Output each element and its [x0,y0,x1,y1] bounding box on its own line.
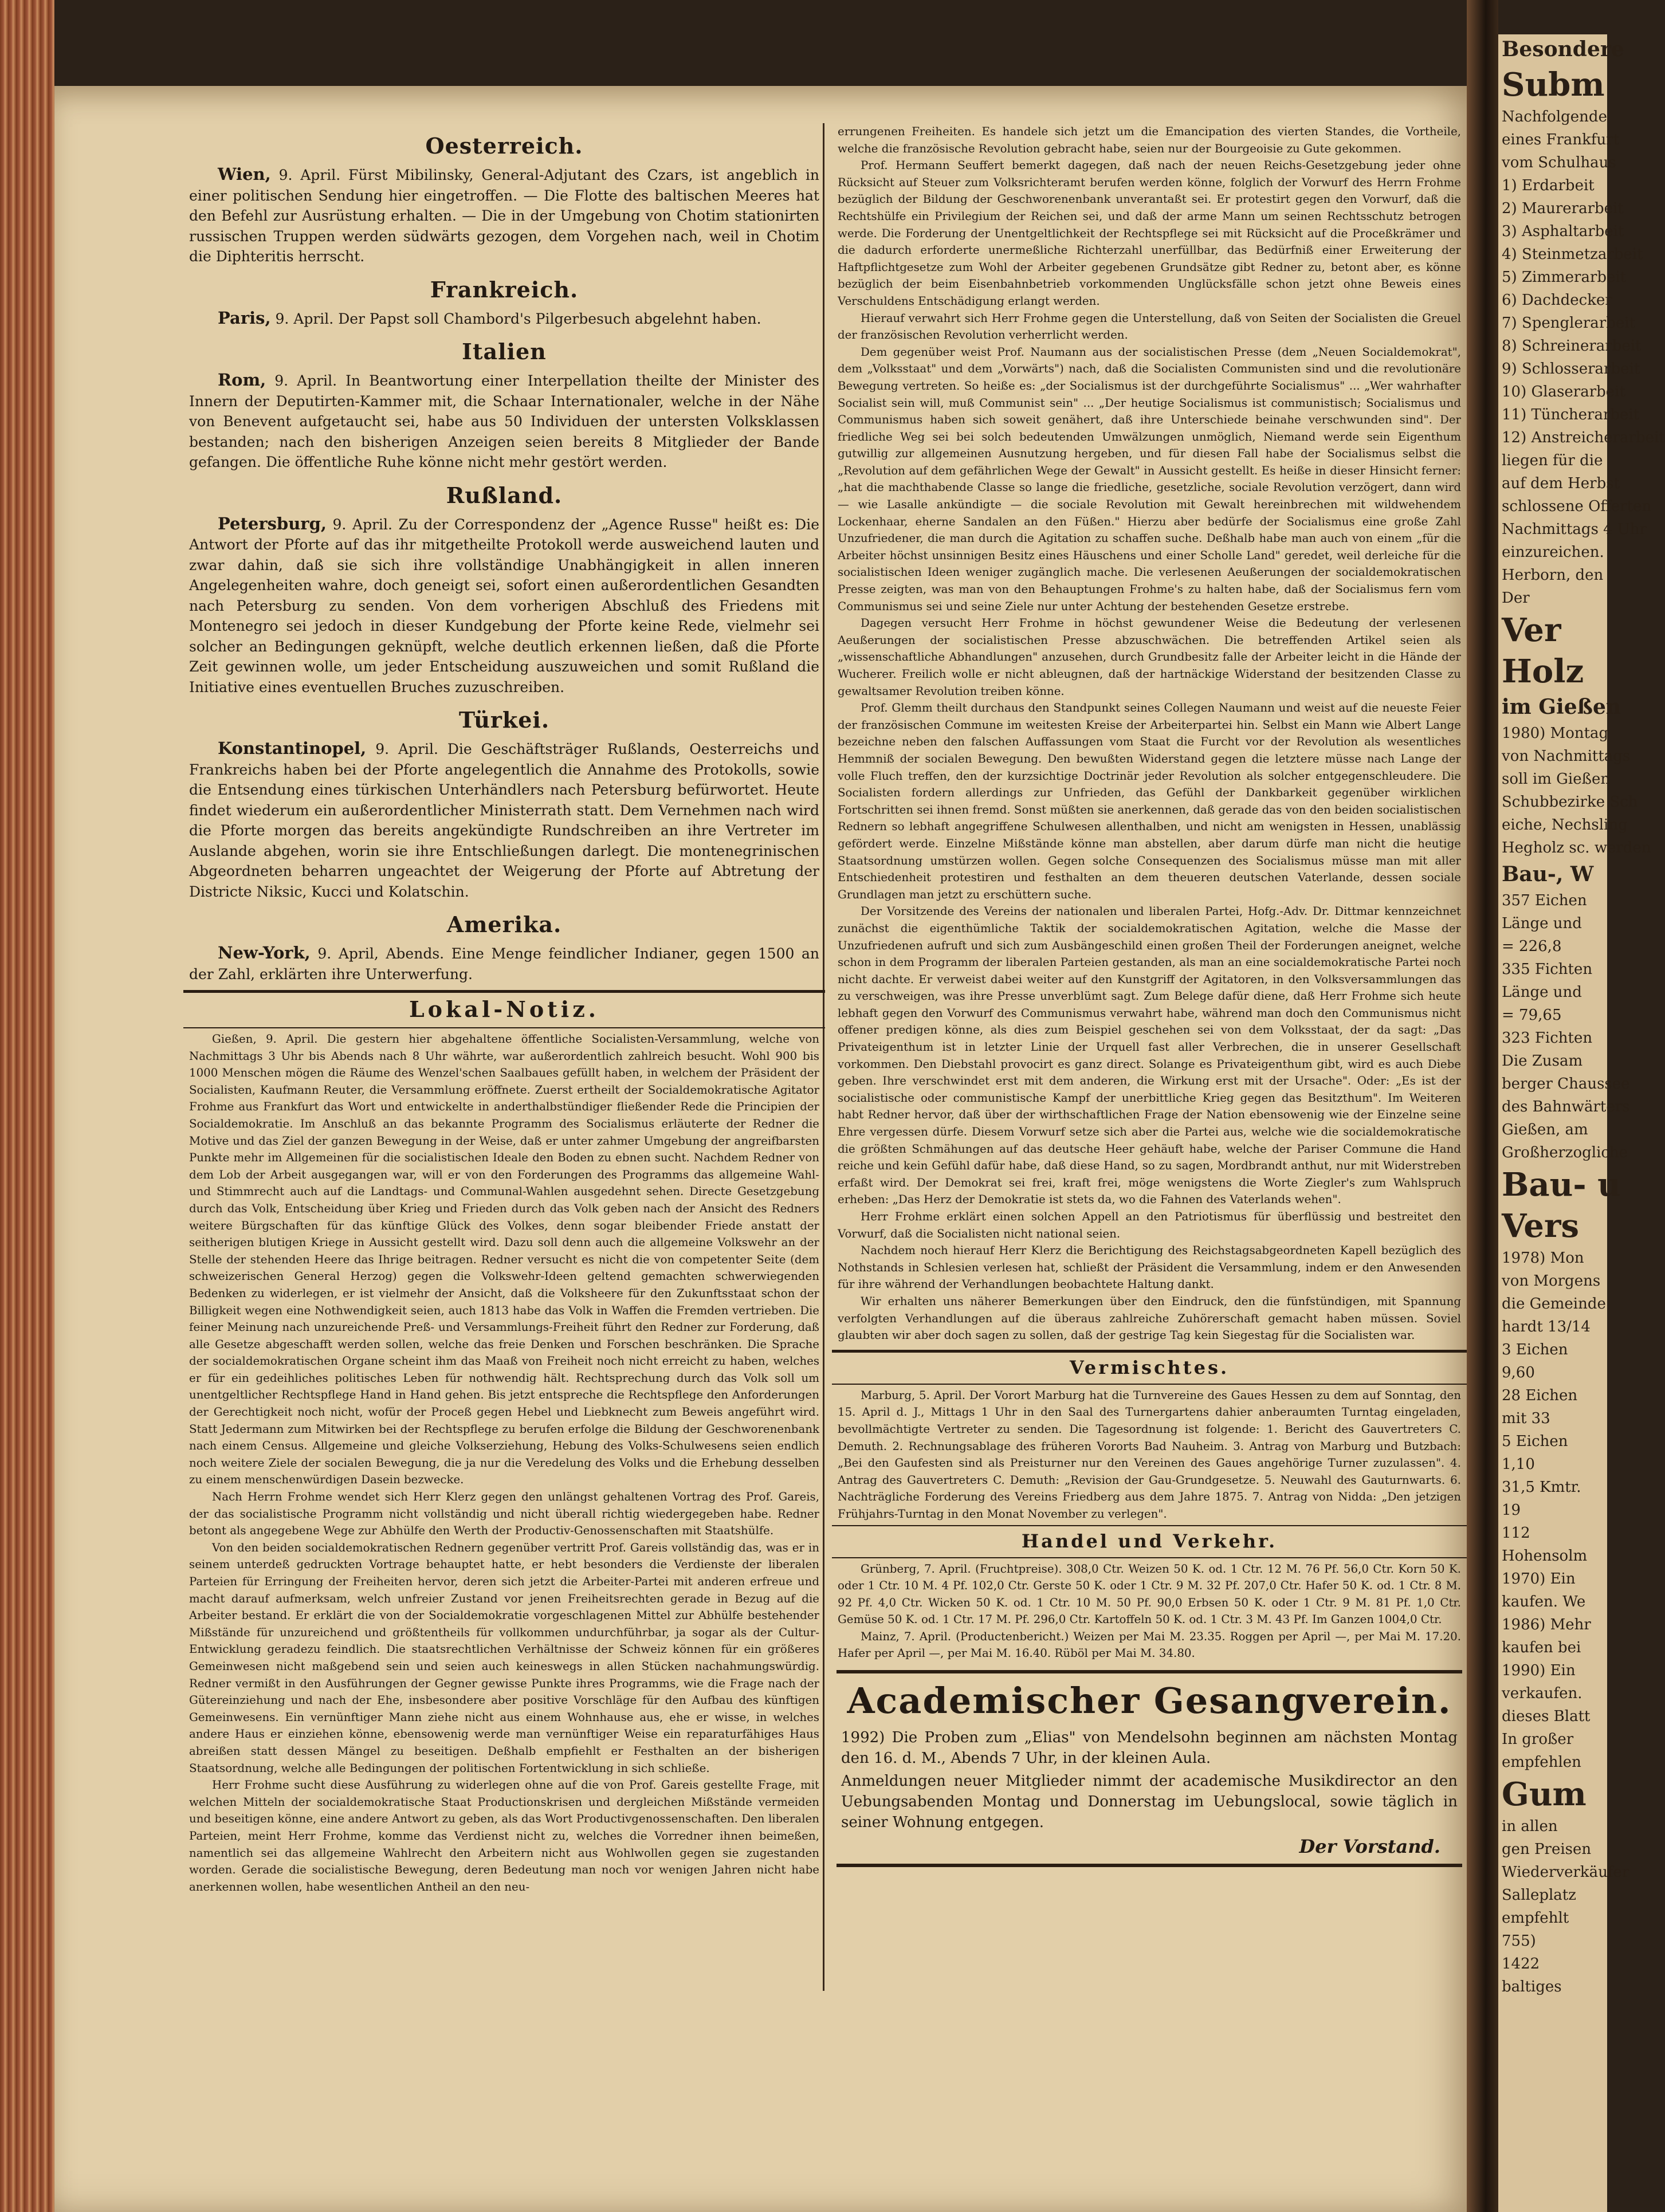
facing-page-text: Besondere [1502,37,1624,61]
facing-page-text: Gießen, am [1502,1121,1588,1138]
book-gutter [1467,0,1498,2212]
facing-page-text: 1980) Montag [1502,725,1609,742]
facing-page-text: des Bahnwärters [1502,1098,1630,1115]
facing-page-text: 2) Maurerarbeit [1502,200,1624,217]
facing-page-text: vom Schulhaus [1502,154,1616,171]
facing-page-text: hardt 13/14 [1502,1318,1591,1335]
section-rule [183,1027,825,1028]
heading-russia: Rußland. [446,482,563,508]
continued-paragraph-2: Prof. Hermann Seuffert bemerkt dagegen, daß nach der neuen Reichs-Gesetzgebung jeder ohne Rücksicht auf Steuer zum Volksrichteramt berufen werden könne, folglich der Vorwurf des Herrn Frohme bezüglich der Bildung der Geschworenenbank unverantaßt sei. Er protestirt gegen den Vorwurf, daß die Rechtshülfe ein Privilegium der Reichen sei, und daß der arme Mann um seinen Rechtsschutz betrogen werde. Die Forderung der Unentgeltlichkeit der Rechtspflege sei mit Rücksicht auf die Proceßkrämer und die dadurch erforderte unermeßliche Richterzahl unerfüllbar, das Bedürfniß einer Erweiterung der Haftpflichtgesetze zum Wohl der Arbeiter gegebenen Grundsätze gibt Redner zu, betont aber, es könne bezüglich der beim Eisenbahnbetrieb vorkommenden Unglücksfälle schon jetzt ohne Beweis eines Verschuldens Entschädigung erlangt werden. [838,159,1461,308]
continued-paragraph-10: Wir erhalten uns näherer Bemerkungen über den Eindruck, den die fünfstündigen, mit Spannung verfolgten Verhandlungen auf die überaus zahlreiche Zuhörerschaft gemacht haben müssen. Soviel glaubten wir aber doch sagen zu sollen, daß der gestrige Tag kein Siegestag für die Socialisten war. [838,1294,1461,1342]
advertisement-title: Academischer Gesangverein. [847,1680,1452,1722]
facing-page-text: 4) Steinmetzarbeit [1502,246,1643,263]
facing-page-text: 11) Tüncherarbeit [1502,406,1640,423]
facing-page-text: Bau-, W [1502,862,1594,886]
facing-page-text: Herborn, den [1502,567,1604,584]
heading-miscellaneous: Vermischtes. [1069,1356,1230,1378]
facing-page-text: 9) Schlosserarbeit [1502,360,1640,378]
facing-page-text: Nachfolgende [1502,108,1607,125]
article-text: 9. April, Abends. Eine Menge feindlicher Indianer, gegen 1500 an der Zahl, erklärten ihre Unterwerfung. [189,945,819,983]
advertisement-text-2: Anmeldungen neuer Mitglieder nimmt der academische Musikdirector an den Uebungsabenden Montag und Donnerstag im Uebungslocal, sowie täglich in seiner Wohnung entgegen. [841,1773,1458,1832]
facing-page-text: Holz [1502,653,1584,690]
facing-page-text: Länge und [1502,915,1582,932]
facing-page-text: 8) Schreinerarbeit [1502,337,1642,355]
article-america [189,943,819,984]
continued-paragraph-6: Prof. Glemm theilt durchaus den Standpunkt seines Collegen Naumann und weist auf die neueste Feier der französischen Commune im weitesten Kreise der Arbeiterpartei hin. Selbst ein Mann wie Albert Lange bezeichne neben den falschen Auffassungen vom Staat die Furcht vor der Revolution als wesentliches Hemmniß der socialen Bewegung. Den bewußten Widerstand gegen die letztere müsse nach Lange der volle Fluch treffen, den der kurzsichtige Doctrinär jeder Revolution als solcher entgegenschleudere. Die Socialisten fordern allerdings zur Unfrieden, das Gefühl der Dankbarkeit gegenüber wirklichen Fortschritten sei ihnen fremd. Sonst müßten sie anerkennen, daß gerade das von den beiden socialistischen Rednern so lebhaft angegriffene Schulwesen allenthalben, und nicht am wenigsten in Hessen, unablässig gefördert werde. Einzelne Mißstände könne man abstellen, aber darum dürfe man nicht die heutige Staatsordnung umstürzen wollen. Gegen solche Consequenzen des Socialismus müsse man mit aller Entschiedenheit protestiren und festhalten an dem theueren deutschen Vaterlande, dessen sociale Grundlagen man jetzt zu erschüttern suche. [838,701,1461,901]
dateline-place: Konstantinopel, [218,738,367,758]
facing-page-text: 1,10 [1502,1456,1535,1473]
dateline-place: Paris, [218,308,271,328]
facing-page-text: 5) Zimmerarbeit [1502,269,1627,286]
facing-page-text: empfehlt [1502,1910,1569,1927]
facing-page-text: 7) Spenglerarbeit [1502,315,1636,332]
facing-page-text: = 226,8 [1502,938,1562,955]
advertisement-text-1: 1992) Die Proben zum „Elias" von Mendelsohn beginnen am nächsten Montag den 16. d. M., Abends 7 Uhr, in der kleinen Aula. [841,1729,1458,1767]
article-turkey [189,738,819,902]
facing-page-text: liegen für die [1502,452,1603,469]
dateline-place: New-York, [218,943,311,962]
heading-local-notice: Lokal-Notiz. [409,996,600,1022]
facing-page-text: 9,60 [1502,1364,1535,1381]
heading-austria: Oesterreich. [425,133,583,159]
left-column [183,123,825,1991]
facing-page-text: 12) Anstreicherarbeit [1502,429,1665,446]
dateline-place: Wien, [218,164,271,184]
continued-paragraph-9: Nachdem noch hierauf Herr Klerz die Berichtigung des Reichstagsabgeordneten Kapell bezüglich des Nothstands in Schlesien verlesen hat, schließt der Präsident die Versammlung, indem er den Anwesenden für ihre während der Verhandlungen beobachtete Haltung dankt. [838,1244,1461,1291]
right-column [825,123,1467,1991]
facing-page-text: berger Chaussee [1502,1075,1630,1093]
continued-paragraph-7: Der Vorsitzende des Vereins der nationalen und liberalen Partei, Hofg.-Adv. Dr. Dittmar kennzeichnet zunächst die eigenthümliche Taktik der socialdemokratischen Agitation, welche die Masse der Unzufriedenen aufruft und sich zum Ausbängeschild einen großen Theil der Forderungen aneignet, welche schon in dem Programm der liberalen Parteien gestanden, als man an eine socialdemokratische Partei noch nicht dachte. Er verweist dabei weiter auf den Kunstgriff der Agitatoren, in den Volksversammlungen das zu verschweigen, was ihre Presse unverblümt sagt. Zum Belege dafür diene, daß Herr Frohme sich heute lebhaft gegen den Vorwurf des Communismus verwahrt habe, während man doch den Communismus nicht offener predigen könne, als dies zum Beispiel geschehen sei von dem Volksstaat, der da sagt: „Das Privateigenthum ist in letzter Linie der Urquell fast aller Verbrechen, die in unserer Gesellschaft vorkommen. Den Diebstahl provocirt es ganz direct. Solange es Privateigenthum gibt, wird es auch Diebe geben. Ihre verschwindet erst mit dem anderen, die Wirkung erst mit der Ursache". Oder: „Es ist der socialistische oder communistische Kampf der unerbittliche Krieg gegen das Besitzthum". Im Weiteren habt Redner hervor, daß über der wirthschaftlichen Frage der Nation ebensowenig wie der Einzelne seine Ehre vergessen dürfe. Diesem Vorwurf setze sich aber die Partei aus, welche wie die socialdemokratische die größten Schmähungen auf das deutsche Heer gehäuft habe, welche der Pariser Commune die Hand reiche und kein Gefühl dafür habe, daß diese Hand, so zu sagen, Mordbrandt anthut, nur mit Widerstreben erfaßt wird. Der Demokrat sei frei, kraft frei, möge wenigstens die Worte Ziegler's zum Wahlspruch erheben: „Das Herz der Demokratie ist stets da, wo die Fahnen des Vaterlands wehen". [838,905,1461,1207]
heading-italy: Italien [462,339,547,364]
facing-page-text: verkaufen. [1502,1685,1582,1702]
article-text: 9. April. Fürst Mibilinsky, General-Adjutant des Czars, ist angeblich in einer politischen Sendung hier eingetroffen. — Die Flotte des baltischen Meeres hat den Befehl zur Ausrüstung erhalten. — Die in der Umgebung von Chotim stationirten russischen Truppen werden südwärts gezogen, dem Vorgehen nach, weil in Chotim die Diphteritis herrscht. [189,167,819,265]
facing-page-text: 1422 [1502,1955,1540,1973]
facing-page-text: 1978) Mon [1502,1250,1584,1267]
facing-page-text: von Nachmittags [1502,748,1631,765]
local-paragraph-4: Herr Frohme sucht diese Ausführung zu widerlegen ohne auf die von Prof. Gareis gestellte Frage, mit welchen Mitteln der socialdemokratische Staat Productionskrisen und dergleichen Mißstände vermeiden und beseitigen könne, eine andere Antwort zu geben, als das Wort Productivgenossenschaften. Den liberalen Parteien, meint Herr Frohme, komme das Verdienst nicht zu, welches die Vorredner ihnen beimeßen, namentlich sei das allgemeine Wahlrecht den Arbeitern nicht aus Wohlwollen gegen sie zugestanden worden. Gerade die socialistische Bewegung, deren Bedeutung man noch vor wenigen Jahren nicht habe anerkennen wollen, habe wesentlichen Antheil an den neu- [189,1778,819,1893]
facing-page-text: schlossene Offerten [1502,498,1652,515]
facing-page-text: 6) Dachdecker [1502,292,1612,309]
section-rule [832,1525,1467,1526]
facing-page-text: Bau- u [1502,1166,1621,1204]
facing-page-text: Länge und [1502,984,1582,1001]
continued-paragraph-4: Dem gegenüber weist Prof. Naumann aus der socialistischen Presse (dem „Neuen Socialdemokrat", dem „Volksstaat" und dem „Vorwärts") nach, daß die Socialisten Communisten sind und die revolutionäre Bewegung vertreten. So heiße es: „der Socialismus ist der durchgeführte Socialismus" ... „Wer wahrhafter Socialist sein will, muß Communist sein" ... „Der heutige Socialismus ist communistisch; Socialismus und Communismus haben sich soweit genähert, daß ihre Unterschiede beinahe verschwunden sind". Der friedliche Weg sei bei solch bedeutenden Umwälzungen unmöglich, Niemand werde sein Eigenthum gutwillig zur allgemeinen Ausnutzung hergeben, und für diesen Fall habe der Socialismus selbst die „Revolution auf dem gefährlichen Wege der Gewalt" in Aussicht gestellt. Es heiße in dieser Hinsicht ferner: „hat die machthabende Classe so lange die friedliche, gesetzliche, sociale Revolution verzögert, dann wird — wie Lasalle ankündigte — die sociale Revolution mit Gewalt hereinbrechen mit wildwehendem Lockenhaar, eherne Sandalen an den Füßen." Hierzu aber bedürfe der Socialismus eine große Zahl Unzufriedener, die man durch die Agitation zu schaffen suche. Deßhalb habe man auch von einem „für die Arbeiter höchst unsinnigen Besitz eines Häuschens und einer Scholle Land" geredet, weil derleiche für die socialistischen Ideen weniger zugänglich mache. Die verlesenen Aeußerungen der socialdemokratischen Presse zeigten, was man von den Behauptungen Frohme's zu halten habe, daß der Socialismus fern vom Communismus sei und seine Ziele nur unter Achtung der bestehenden Gesetze erstrebe. [838,345,1461,613]
section-rule [832,1384,1467,1385]
facing-page-text: Ver [1502,611,1561,649]
facing-page-text: 755) [1502,1932,1536,1950]
facing-page-fragment [1498,34,1665,2212]
continued-paragraph-5: Dagegen versucht Herr Frohme in höchst gewundener Weise die Bedeutung der verlesenen Aeußerungen der socialistischen Presse abzuschwächen. Die betreffenden Artikel seien als „wissenschaftliche Abhandlungen" anzusehen, durch Grundbesitz falle der Arbeiter leicht in die Hände der Wucherer. Freilich wolle er nicht ableugnen, daß der hartnäckige Widerstand der besitzenden Classe zu gewaltsamer Revolution treiben könne. [838,616,1461,698]
facing-page-text: kaufen bei [1502,1639,1581,1656]
facing-page-text: 335 Fichten [1502,961,1593,978]
heading-trade: Handel und Verkehr. [1021,1530,1278,1552]
facing-page-text: 1990) Ein [1502,1662,1576,1679]
facing-page-text: = 79,65 [1502,1007,1562,1024]
section-rule [832,1557,1467,1558]
facing-page-text: auf dem Herbst [1502,475,1620,492]
local-paragraph-3: Von den beiden socialdemokratischen Rednern gegenüber vertritt Prof. Gareis vollständig das, was er in seinem unterdeß gedruckten Vortrage behauptet hatte, er hebt besonders die Verdienste der liberalen Parteien für Erringung der Freiheiten hervor, deren sich jetzt die Arbeiter-Partei mit anderen erfreue und macht darauf aufmerksam, welch unfreier Zustand vor jenen Freiheitsrechten gerade in Bezug auf die Arbeiter bestand. Er erklärt die von der Socialdemokratie vorgeschlagenen Mittel zur Abhülfe bestehender Mißstände für unzureichend und größtentheils für vollkommen undurchführbar, ja sogar als der Cultur-Entwicklung geradezu feindlich. Die staatsrechtlichen Verhältnisse der Schweiz können für ein größeres Gemeinwesen nicht maßgebend sein und seien auch keineswegs in allen Stücken nachahmungswürdig. Redner vermißt in den Ausführungen der Gegner gewisse Punkte ihres Programms, wie die Frage nach der Gütereinziehung und nach der Ehe, insbesondere aber positive Vorschläge für den Aufbau des künftigen Gemeinwesens. Ein vernünftiger Mann ziehe nicht aus einem Wohnhause aus, ehe er wisse, in welches andere Haus er einziehen könne, ebensowenig werde man vernünftiger Weise ein reparaturfähiges Haus abreißen statt dessen Mängel zu beseitigen. Deßhalb empfiehlt er Festhalten an der bisherigen Staatsordnung, welche alle Bedingungen der politischen Fortentwicklung in sich schließe. [189,1541,819,1775]
heading-france: Frankreich. [430,276,579,302]
facing-page-text: 357 Eichen [1502,892,1587,909]
facing-page-text: 1) Erdarbeit [1502,177,1595,194]
heading-turkey: Türkei. [458,707,550,733]
book-page-edges [0,0,54,2212]
facing-page-text: Subm [1502,66,1605,104]
article-italy [189,370,819,473]
article-france [189,308,819,329]
facing-page-text: 112 [1502,1525,1530,1542]
facing-page-text: 28 Eichen [1502,1387,1578,1404]
continued-paragraph-1: errungenen Freiheiten. Es handele sich jetzt um die Emancipation des vierten Standes, die Vortheile, welche die französische Revolution gebracht habe, seien nur der Bourgeoisie zu Gute gekommen. [838,125,1461,155]
article-austria [189,164,819,267]
facing-page-text: Schubbezirke Sch [1502,793,1638,811]
facing-page-text: 3) Asphaltarbeit [1502,223,1624,240]
facing-page-text: Der [1502,590,1530,607]
facing-page-text: baltiges [1502,1978,1562,1995]
facing-page-text: gen Preisen [1502,1841,1592,1858]
facing-page-text: dieses Blatt [1502,1708,1591,1725]
facing-page-text: eines Frankfurt [1502,131,1620,148]
facing-page-text: 3 Eichen [1502,1341,1568,1358]
section-rule [183,990,825,993]
article-text: 9. April. Der Papst soll Chambord's Pilgerbesuch abgelehnt haben. [275,310,761,327]
trade-report-gruenberg: Grünberg, 7. April. (Fruchtpreise). 308,0 Ctr. Weizen 50 K. od. 1 Ctr. 12 M. 76 Pf. 56,0 Ctr. Korn 50 K. oder 1 Ctr. 10 M. 4 Pf. 102,0 Ctr. Gerste 50 K. oder 1 Ctr. 9 M. 32 Pf. 207,0 Ctr. Hafer 50 K. od. 1 Ctr. 8 M. 92 Pf. 4,0 Ctr. Wicken 50 K. od. 1 Ctr. 10 M. 50 Pf. 90,0 Erbsen 50 K. oder 1 Ctr. 9 M. 81 Pf. 1,0 Ctr. Gemüse 50 K. od. 1 Ctr. 17 M. Pf. 296,0 Ctr. Kartoffeln 50 K. od. 1 Ctr. 3 M. 43 Pf. Im Ganzen 1004,0 Ctr. [838,1562,1461,1626]
dateline-place: Rom, [218,370,266,390]
facing-page-text: in allen [1502,1818,1558,1835]
article-russia [189,514,819,698]
article-text: 9. April. In Beantwortung einer Interpellation theilte der Minister des Innern der Deputirten-Kammer mit, die Schaar Internationaler, welche in der Nähe von Benevent aufgetaucht sei, habe aus 50 Individuen der untersten Volksklassen bestanden; nach den bisherigen Anzeigen seien bereits 8 Mitglieder der Bande gefangen. Die öffentliche Ruhe könne nicht mehr gestört werden. [189,372,819,470]
continued-paragraph-8: Herr Frohme erklärt einen solchen Appell an den Patriotismus für überflüssig und bestreitet den Vorwurf, daß die Socialisten nicht national seien. [838,1210,1461,1240]
facing-page-text: eiche, Nechsling [1502,816,1628,834]
facing-page-text: Die Zusam [1502,1052,1583,1070]
facing-page-text: mit 33 [1502,1410,1550,1427]
facing-page-text: Vers [1502,1207,1579,1245]
advertisement-signature: Der Vorstand. [1299,1836,1440,1858]
section-rule [832,1350,1467,1353]
facing-page-text: Hohensolm [1502,1547,1588,1565]
facing-page-text: 31,5 Kmtr. [1502,1479,1581,1496]
facing-page-text: empfehlen [1502,1754,1581,1771]
facing-page-text: 323 Fichten [1502,1030,1593,1047]
facing-page-text: Hegholz sc. werden [1502,839,1651,856]
facing-page-text: einzureichen. [1502,544,1604,561]
facing-page-text: die Gemeinde [1502,1295,1606,1313]
facing-page-text: In großer [1502,1731,1574,1748]
local-paragraph-2: Nach Herrn Frohme wendet sich Herr Klerz gegen den unlängst gehaltenen Vortrag des Prof. Gareis, der das socialistische Programm nicht vollständig und nicht überall richtig wiedergegeben habe. Redner betont als angegebene Wege zur Abhülfe den Werth der Productiv-Genossenschaften mit Staatshülfe. [189,1490,819,1538]
facing-page-text: Wiederverkäufer [1502,1864,1629,1881]
facing-page-text: Großherzogliche [1502,1144,1628,1161]
facing-page-text: im Gießen [1502,695,1621,719]
article-text: 9. April. Die Geschäftsträger Rußlands, Oesterreichs und Frankreichs haben bei der Pforte angelegentlich die Annahme des Protokolls, sowie die Entsendung eines türkischen Unterhändlers nach Petersburg befürwortet. Heute findet wiederum ein außerordentlicher Ministerrath statt. Dem Vernehmen nach wird die Pforte morgen das bereits angekündigte Rundschreiben an ihre Vertreter im Auslande abgehen, worin sie ihre Entschließungen darlegt. Die montenegrinischen Abgeordneten beharren ungeachtet der Weigerung der Pforte auf Abtretung der Districte Niksic, Kucci und Kolatschin. [189,741,819,900]
article-text: 9. April. Zu der Correspondenz der „Agence Russe" heißt es: Die Antwort der Pforte auf das ihr mitgetheilte Protokoll werde ausweichend lauten und zwar dahin, daß sie sich ihre vollständige Unabhängigkeit in allen inneren Angelegenheiten wahre, doch geneigt sei, sofort einen außerordentlichen Gesandten nach Petersburg zu senden. Von dem vorherigen Abschluß des Friedens mit Montenegro sei jedoch in dieser Kundgebung der Pforte keine Rede, vielmehr sei solcher an Bedingungen geknüpft, welche deutlich erkennen ließen, daß die Pforte Zeit gewinnen wolle, um jeder Entscheidung auszuweichen und somit Rußland die Initiative eines eventuellen Bruches zuzuschreiben. [189,516,819,696]
dateline-place: Petersburg, [218,513,327,533]
facing-page-text: Nachmittags 4 Uhr [1502,521,1647,538]
facing-page-text: 1970) Ein [1502,1570,1576,1588]
facing-page-text: soll im Gießen [1502,771,1611,788]
facing-page-text: 1986) Mehr [1502,1616,1591,1633]
facing-page-text: 10) Glaserarbeit [1502,383,1625,400]
facing-page-text: kaufen. We [1502,1593,1586,1610]
facing-page-text: 5 Eichen [1502,1433,1568,1450]
miscellaneous-text: Marburg, 5. April. Der Vorort Marburg hat die Turnvereine des Gaues Hessen zu dem auf Sonntag, den 15. April d. J., Mittags 1 Uhr in den Saal des Turnergartens dahier anberaumten Turntag eingeladen, bevollmächtigte Vertreter zu senden. Die Tagesordnung ist folgende: 1. Bericht des Gauvertreters C. Demuth. 2. Rechnungsablage des früheren Vororts Bad Nauheim. 3. Antrag von Marburg und Butzbach: „Bei den Gaufesten sind als Preisturner nur den Vereinen des Gaues angehörige Turner zuzulassen". 4. Antrag des Gauvertreters C. Demuth: „Revision der Gau-Grundgesetze. 5. Neuwahl des Gauturnwarts. 6. Nachträgliche Forderung des Vereins Friedberg aus dem Jahre 1875. 7. Antrag von Nidda: „Den jetzigen Frühjahrs-Turntag in den Monat November zu verlegen". [838,1388,1461,1520]
advertisement-box [837,1670,1462,1867]
trade-report-mainz: Mainz, 7. April. (Productenbericht.) Weizen per Mai M. 23.35. Roggen per April —, per Mai M. 17.20. Hafer per April —, per Mai M. 16.40. Rüböl per Mai M. 34.80. [838,1629,1461,1660]
continued-paragraph-3: Hierauf verwahrt sich Herr Frohme gegen die Unterstellung, daß von Seiten der Socialisten die Greuel der französischen Revolution verherrlicht werden. [838,311,1461,342]
heading-america: Amerika. [446,911,562,937]
facing-page-text: 19 [1502,1502,1521,1519]
facing-page-text: von Morgens [1502,1272,1601,1290]
local-paragraph-1: Gießen, 9. April. Die gestern hier abgehaltene öffentliche Socialisten-Versammlung, welche von Nachmittags 3 Uhr bis Abends nach 8 Uhr währte, war außerordentlich zahlreich besucht. Wohl 900 bis 1000 Menschen mögen die Räume des Wenzel'schen Saalbaues gefüllt haben, in welchem der Präsident der Socialisten, Kaufmann Reuter, die Versammlung eröffnete. Zuerst ertheilt der Socialdemokratische Agitator Frohme aus Frankfurt das Wort und entwickelte in anderthalbstündiger fließender Rede die Principien der Socialdemokratie. Im Anschluß an das bekannte Programm des Socialismus erläuterte der Redner die Motive und das Ziel der ganzen Bewegung in der Weise, daß er unter zahmer Umgebung der angreifbarsten Punkte mehr im Allgemeinen für die socialistischen Ideale den Boden zu ebnen sucht. Nachdem Redner von dem Lob der Arbeit ausgegangen war, will er von den Forderungen des Programms das allgemeine Wahl- und Stimmrecht auch auf die Landtags- und Communal-Wahlen ausgedehnt sehen. Directe Gesetzgebung durch das Volk, Entscheidung über Krieg und Frieden durch das Volk geben nach der Ansicht des Redners weitere Bürgschaften für das künftige Glück des Volkes, denn sogar bleibender Friede anstatt der seitherigen blutigen Kriege in Aussicht gestellt wird. Dazu soll denn auch die allgemeine Volkswehr an der Stelle der stehenden Heere das Ihrige beitragen. Redner versucht es nicht die von competenter Seite (dem schweizerischen General Herzog) gegen die Volkswehr-Ideen geltend gemachten schwerwiegenden Bedenken zu widerlegen, er ist vielmehr der Ansicht, daß die Volksheere für den Zukunftsstaat schon der Billigkeit wegen eine Nothwendigkeit seien, auch 1813 habe das Volk in Waffen die Fremden vertrieben. Die feiner Meinung nach unzureichende Preß- und Versammlungs-Freiheit führt den Redner zur Forderung, daß alle Gesetze abgeschafft werden sollen, welche das freie Denken und Forschen beschränken. Die Sprache der socialdemokratischen Organe scheint ihm das Maaß von Freiheit noch nicht erreicht zu haben, welches er für ein gedeihliches politisches Leben für nothwendig hält. Rechtsprechung durch das Volk soll um unentgeltlicher Rechtspflege Hand in Hand gehen. Bis jetzt entspreche die Rechtspflege den Anforderungen der Gerechtigkeit noch nicht, wofür der Proceß gegen Hebel und Liebknecht zum Beweis angeführt wird. Statt Jedermann zum Mitwirken bei der Rechtspflege zu berufen erfolge die Bildung der Geschworenenbank nach einem Census. Allgemeine und gleiche Volkserziehung, Hebung des Volks-Schulwesens seien endlich noch weitere Ziele der socialen Bewegung, die ja nur die Veredelung des Volks und die Erhebung desselben zu einem menschenwürdigen Dasein bezwecke. [189,1032,819,1487]
facing-page-text: Gum [1502,1775,1587,1813]
facing-page-text: Salleplatz [1502,1887,1576,1904]
